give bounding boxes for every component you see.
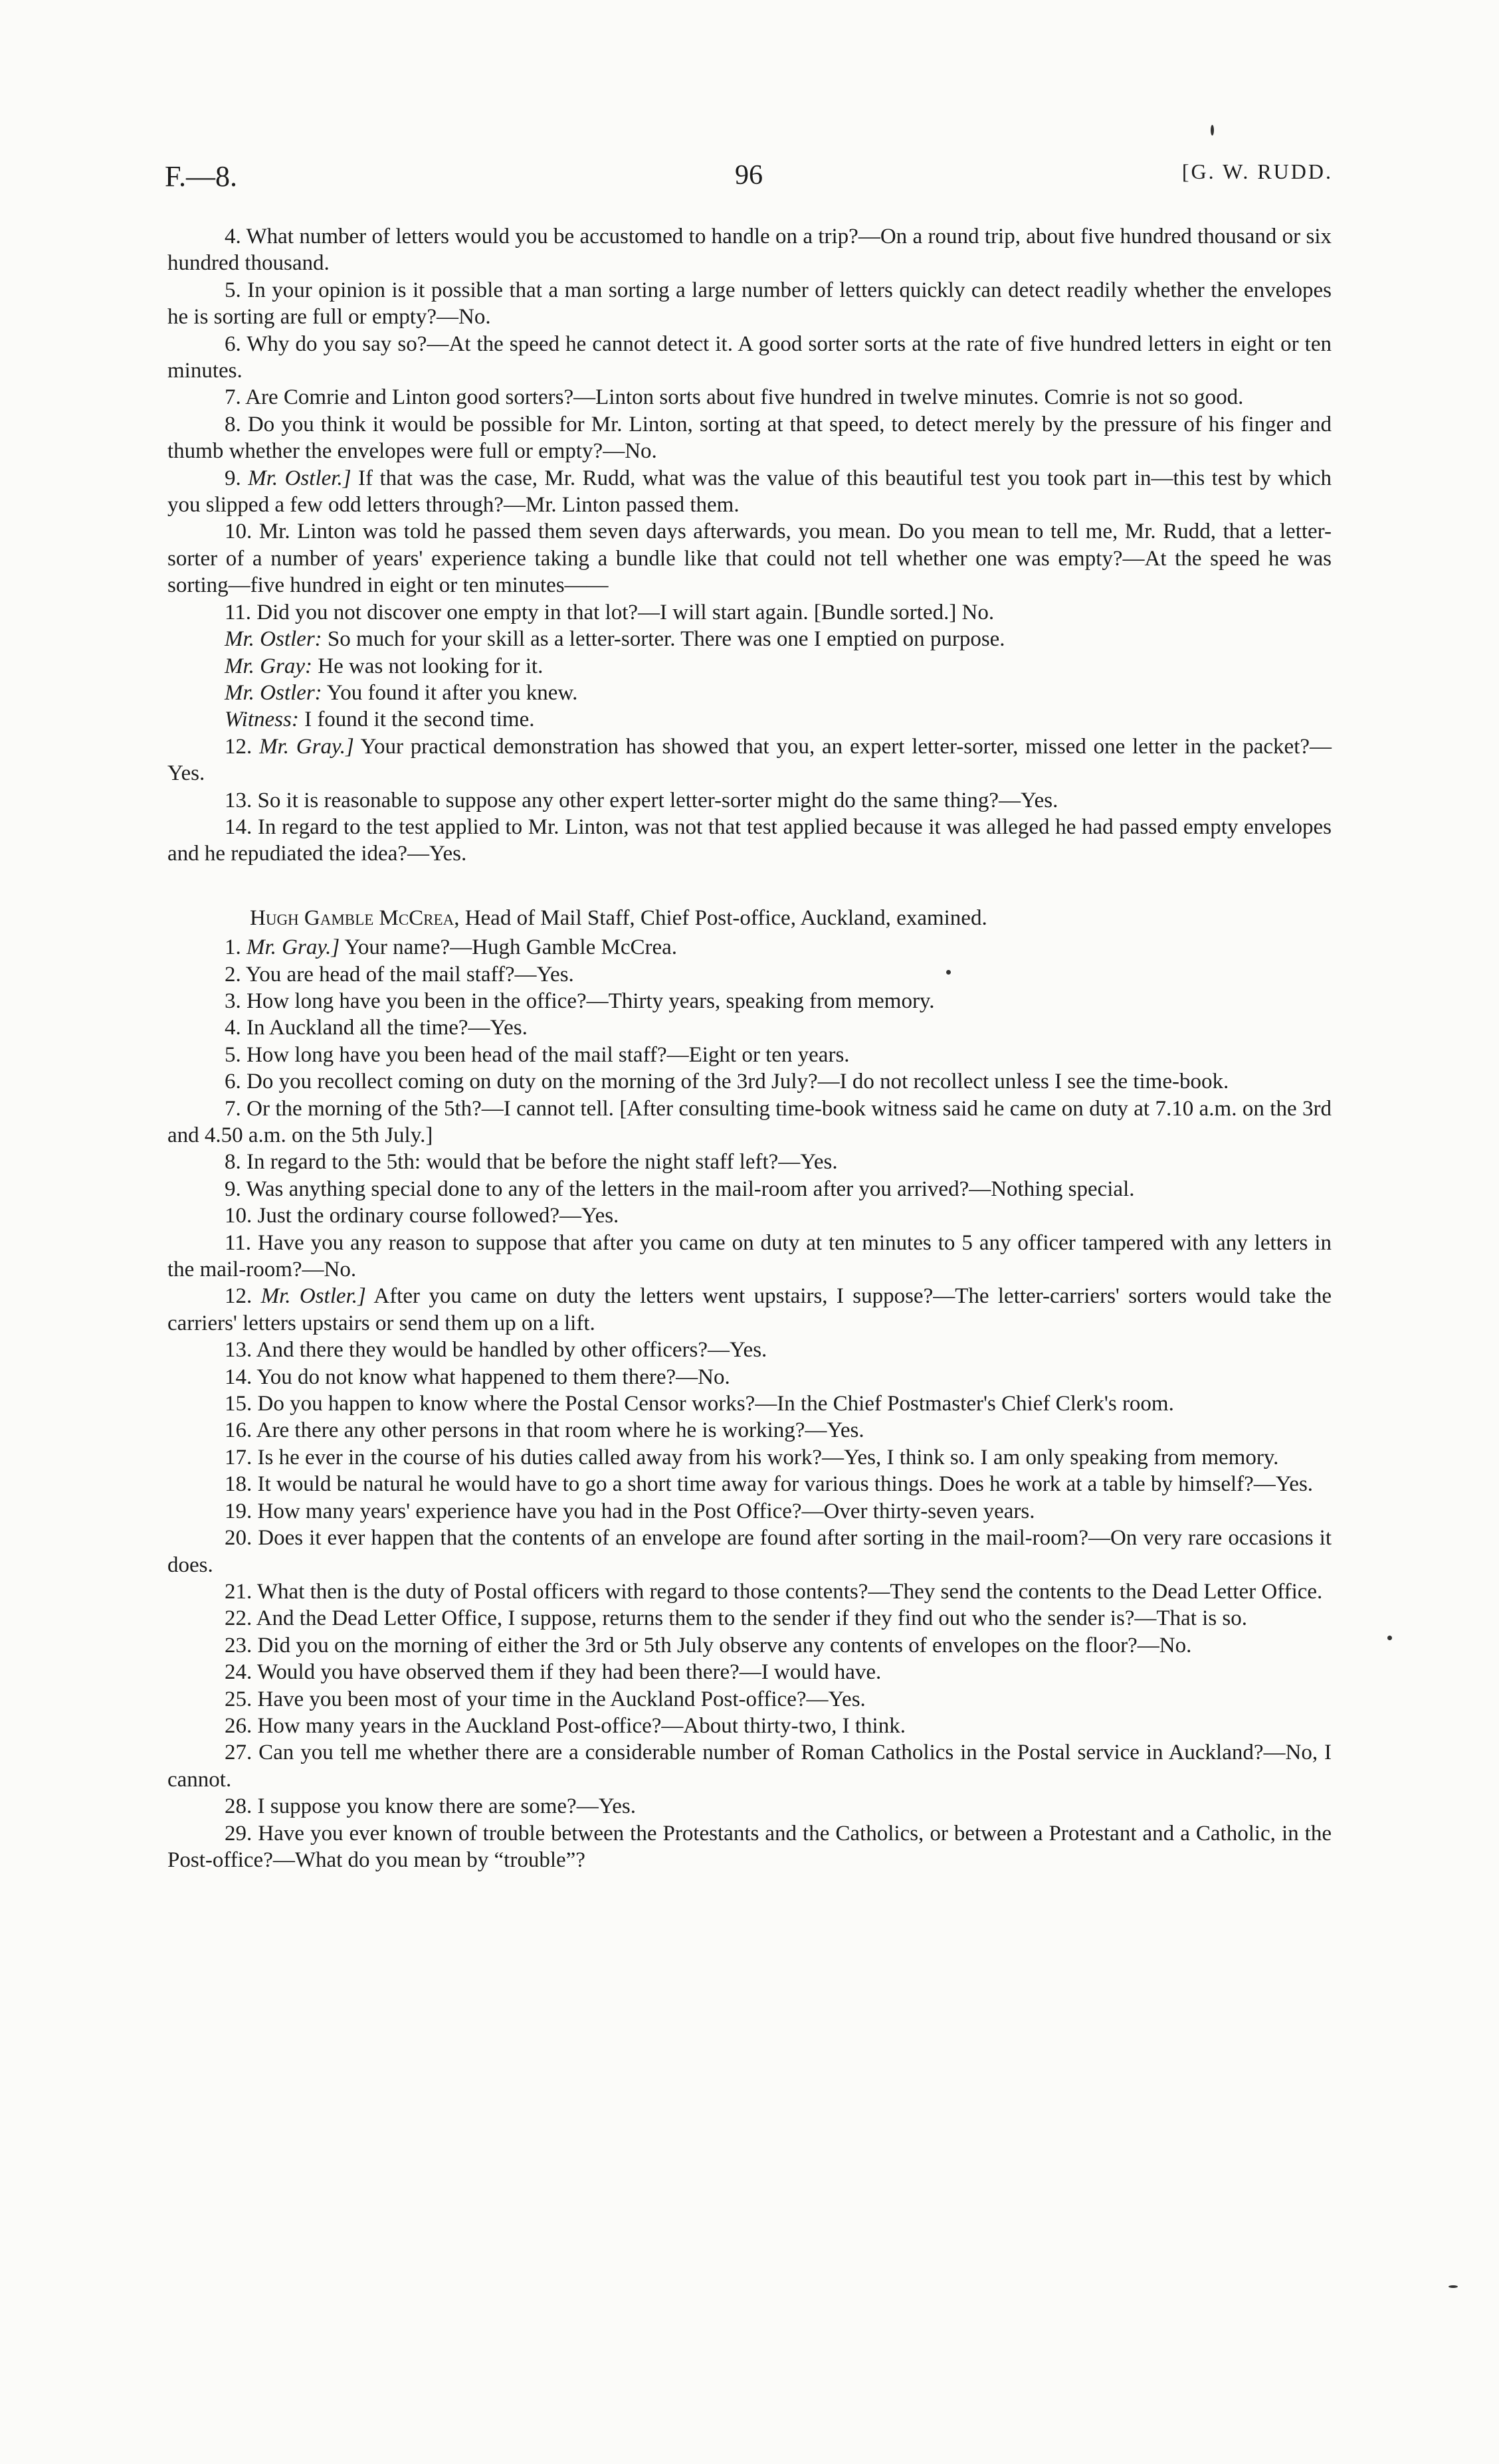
paragraph: 5. How long have you been head of the mail staff?—Eight or ten years. bbox=[225, 1042, 850, 1067]
paragraph: 13. So it is reasonable to suppose any other expert letter-sorter might do the same thing?—Yes. bbox=[225, 788, 1058, 812]
scan-speck bbox=[1449, 2285, 1458, 2288]
paragraph: 6. Why do you say so?—At the speed he cannot detect it. A good sorter sorts at the rate of five hundred letters in eight or ten minutes. bbox=[167, 332, 1332, 383]
paragraph: 10. Just the ordinary course followed?—Yes. bbox=[225, 1204, 619, 1228]
paragraph: 7. Or the morning of the 5th?—I cannot tell. [After consulting time-book witness said he came on duty at 7.10 a.m. on the 3rd and 4.50 a.m. on the 5th July.] bbox=[167, 1096, 1332, 1147]
paragraph: 19. How many years' experience have you had in the Post Office?—Over thirty-seven years. bbox=[225, 1499, 1035, 1523]
paragraph: 5. In your opinion is it possible that a man sorting a large number of letters quickly can detect readily whether the envelopes he is sorting are full or empty?—No. bbox=[167, 278, 1332, 330]
paragraph: 17. Is he ever in the course of his duties called away from his work?—Yes, I think so. I am only speaking from memory. bbox=[225, 1445, 1279, 1469]
paragraph: 14. You do not know what happened to them there?—No. bbox=[225, 1365, 730, 1389]
paragraph: 9. Was anything special done to any of the letters in the mail-room after you arrived?—Nothing special. bbox=[225, 1177, 1135, 1201]
paragraph: 21. What then is the duty of Postal officers with regard to those contents?—They send the contents to the Dead Letter Office. bbox=[225, 1579, 1323, 1604]
rudd-testimony bbox=[167, 223, 1332, 868]
speaker: Mr. Ostler: bbox=[225, 680, 322, 705]
paragraph: 2. You are head of the mail staff?—Yes. bbox=[225, 962, 574, 987]
paragraph: 18. It would be natural he would have to go a short time away for various things. Does he work at a table by himself?—Yes. bbox=[225, 1472, 1314, 1497]
paragraph: 7. Are Comrie and Linton good sorters?—Linton sorts about five hundred in twelve minutes. Comrie is not so good. bbox=[225, 385, 1244, 410]
paragraph: 9. Mr. Ostler.] If that was the case, Mr. Rudd, what was the value of this beautiful test you took part in—this test by which you slipped a few odd letters through?—Mr. Linton passed them. bbox=[167, 466, 1332, 518]
paragraph: Mr. Ostler: So much for your skill as a letter-sorter. There was one I emptied on purpose. bbox=[225, 627, 1005, 652]
scan-speck bbox=[1211, 125, 1214, 136]
paragraph: 25. Have you been most of your time in the Auckland Post-office?—Yes. bbox=[225, 1687, 866, 1711]
paragraph: 15. Do you happen to know where the Postal Censor works?—In the Chief Postmaster's Chief Clerk's room. bbox=[225, 1392, 1174, 1416]
paragraph: Mr. Gray: He was not looking for it. bbox=[225, 654, 544, 678]
speaker: Mr. Gray.] bbox=[259, 734, 354, 759]
paragraph: 20. Does it ever happen that the contents of an envelope are found after sorting in the mail-room?—On very rare occasions it does. bbox=[167, 1526, 1332, 1577]
speaker: Mr. Gray: bbox=[225, 654, 312, 678]
paragraph: 14. In regard to the test applied to Mr. Linton, was not that test applied because it was alleged he had passed empty envelopes and he repudiated the idea?—Yes. bbox=[167, 814, 1332, 866]
paragraph: 13. And there they would be handled by other officers?—Yes. bbox=[225, 1338, 767, 1363]
paragraph: 1. Mr. Gray.] Your name?—Hugh Gamble McCrea. bbox=[225, 935, 678, 960]
paragraph: 22. And the Dead Letter Office, I suppose, returns them to the sender if they find out who the sender is?—That is so. bbox=[225, 1606, 1248, 1631]
paragraph: 29. Have you ever known of trouble between the Protestants and the Catholics, or between a Protestant and a Catholic, in the Post-office?—What do you mean by “trouble”? bbox=[167, 1821, 1332, 1872]
paragraph: 3. How long have you been in the office?—Thirty years, speaking from memory. bbox=[225, 989, 935, 1013]
paragraph: 11. Did you not discover one empty in that lot?—I will start again. [Bundle sorted.] No. bbox=[225, 600, 995, 624]
paragraph: Mr. Ostler: You found it after you knew. bbox=[225, 680, 578, 705]
page-number: 96 bbox=[735, 160, 763, 191]
paragraph: 6. Do you recollect coming on duty on the morning of the 3rd July?—I do not recollect unless I see the time-book. bbox=[225, 1070, 1229, 1094]
paragraph: Witness: I found it the second time. bbox=[225, 708, 535, 732]
paragraph: 12. Mr. Ostler.] After you came on duty the letters went upstairs, I suppose?—The letter-carriers' sorters would take the carriers' letters upstairs or send them up on a lift. bbox=[167, 1284, 1332, 1335]
paragraph: 11. Have you any reason to suppose that after you came on duty at ten minutes to 5 any officer tampered with any letters in the mail-room?—No. bbox=[167, 1230, 1332, 1282]
mccrea-testimony bbox=[167, 934, 1332, 1873]
paragraph: 8. Do you think it would be possible for Mr. Linton, sorting at that speed, to detect merely by the pressure of his finger and thumb whether the envelopes were full or empty?—No. bbox=[167, 412, 1332, 464]
page-body bbox=[167, 223, 1332, 1873]
scan-speck bbox=[946, 970, 951, 975]
scan-speck bbox=[1387, 1636, 1392, 1640]
witness-heading: Hugh Gamble McCrea, Head of Mail Staff, Chief Post-office, Auckland, examined. bbox=[250, 905, 987, 930]
speaker: Mr. Gray.] bbox=[247, 935, 340, 960]
paragraph: 12. Mr. Gray.] Your practical demonstration has showed that you, an expert letter-sorter, missed one letter in the packet?—Yes. bbox=[167, 734, 1332, 786]
paragraph: 8. In regard to the 5th: would that be before the night staff left?—Yes. bbox=[225, 1150, 838, 1175]
speaker: Mr. Ostler.] bbox=[248, 466, 351, 490]
speaker: Witness: bbox=[225, 708, 299, 732]
paragraph: 4. What number of letters would you be accustomed to handle on a trip?—On a round trip, about five hundred thousand or six hundred thousand. bbox=[167, 225, 1332, 276]
paragraph: 27. Can you tell me whether there are a considerable number of Roman Catholics in the Postal service in Auckland?—No, I cannot. bbox=[167, 1741, 1332, 1792]
witness-running-head: [G. W. RUDD. bbox=[1181, 159, 1333, 183]
paragraph: 16. Are there any other persons in that room where he is working?—Yes. bbox=[225, 1418, 864, 1443]
paragraph: 4. In Auckland all the time?—Yes. bbox=[225, 1016, 528, 1040]
speaker: Mr. Ostler.] bbox=[260, 1284, 366, 1309]
paragraph: 23. Did you on the morning of either the 3rd or 5th July observe any contents of envelopes on the floor?—No. bbox=[225, 1633, 1192, 1658]
paragraph: 24. Would you have observed them if they had been there?—I would have. bbox=[225, 1660, 882, 1685]
page-header bbox=[165, 159, 1333, 199]
paragraph: 26. How many years in the Auckland Post-office?—About thirty-two, I think. bbox=[225, 1713, 906, 1738]
paragraph: 10. Mr. Linton was told he passed them seven days afterwards, you mean. Do you mean to tell me, Mr. Rudd, that a letter-sorter of a number of years' experience taking a bundle like that could not tell whether one was empty?—At the speed he was sorting—five hundred in eight or ten minutes—— bbox=[167, 520, 1332, 598]
document-reference: F.—8. bbox=[165, 160, 237, 193]
witness-name: Hugh Gamble McCrea bbox=[250, 905, 454, 930]
paragraph: 28. I suppose you know there are some?—Yes. bbox=[225, 1794, 636, 1819]
speaker: Mr. Ostler: bbox=[225, 627, 322, 652]
